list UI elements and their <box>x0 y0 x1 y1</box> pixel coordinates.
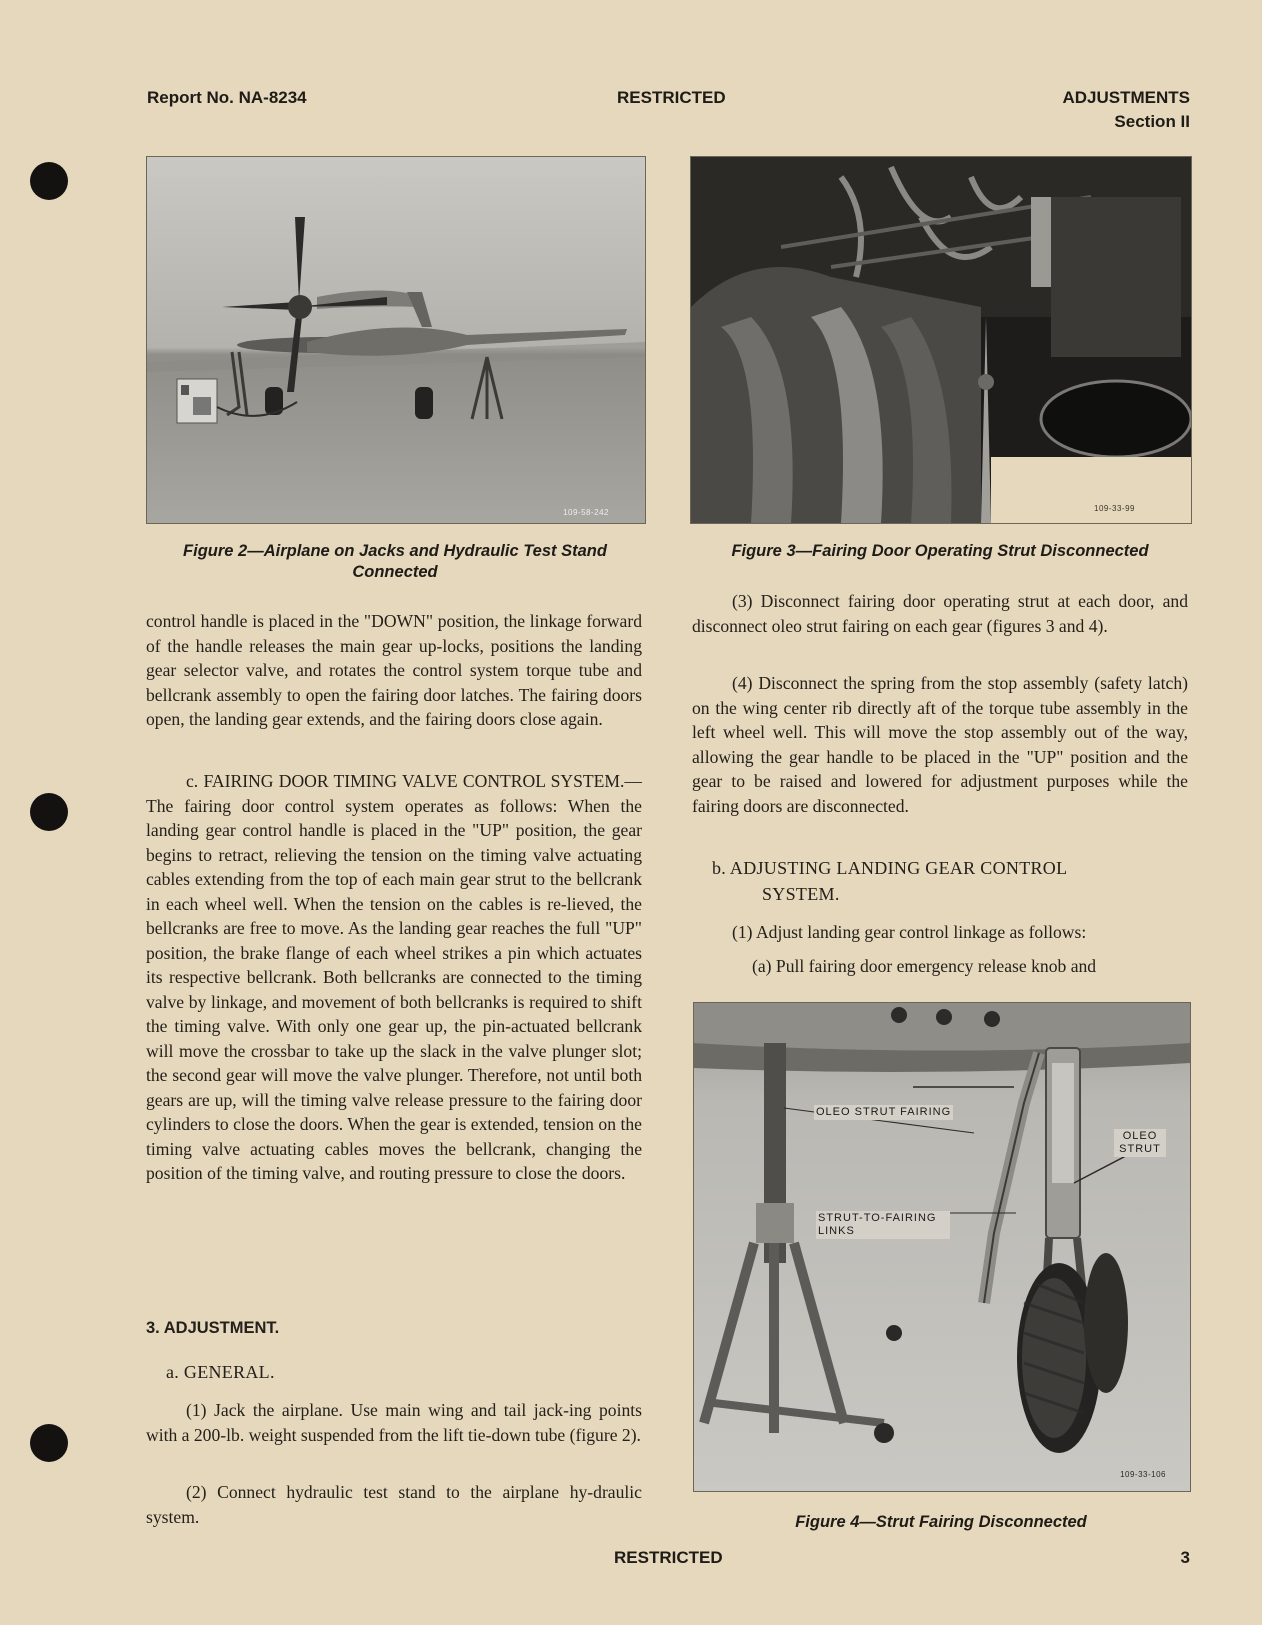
figure-3-caption: Figure 3—Fairing Door Operating Strut Disconnected <box>731 542 1149 560</box>
figure-2-number: 109-58-242 <box>563 508 609 517</box>
figure-2-photo <box>146 156 646 524</box>
step-4-paragraph: (4) Disconnect the spring from the stop assembly (safety latch) on the wing center rib directly aft of the torque tube assembly in the left wheel well. This will move the stop assembly out of the way, allowing the gear handle to be placed in the "UP" position and the gear to be raised and lowered for adjustment purposes while the fairing doors are disconnected. <box>692 673 1188 816</box>
step-2-paragraph: (2) Connect hydraulic test stand to the airplane hy-draulic system. <box>146 1482 642 1527</box>
figure-4-number: 109-33-106 <box>1120 1470 1166 1479</box>
figure-4-caption: Figure 4—Strut Fairing Disconnected <box>795 1513 1087 1531</box>
figure-3-photo <box>690 156 1192 524</box>
section-number: Section II <box>1114 112 1190 131</box>
figure-3-number: 109-33-99 <box>1094 504 1135 513</box>
page-number: 3 <box>1180 1548 1190 1567</box>
figure-2-caption: Figure 2—Airplane on Jacks and Hydraulic Test Stand Connected <box>183 542 607 581</box>
subheading-general: a. GENERAL. <box>166 1362 275 1382</box>
airplane-on-jacks-image <box>147 157 645 523</box>
step-1-paragraph: (1) Jack the airplane. Use main wing and tail jack-ing points with a 200-lb. weight suspended from the lift tie-down tube (figure 2). <box>146 1400 642 1445</box>
wheel-well-fairing-door-image <box>691 157 1191 523</box>
step-b1-paragraph: (1) Adjust landing gear control linkage as follows: <box>732 922 1087 942</box>
step-3-paragraph: (3) Disconnect fairing door operating strut at each door, and disconnect oleo strut fairing on each gear (figures 3 and 4). <box>692 591 1188 636</box>
subheading-adjusting-gear-cont: SYSTEM. <box>762 884 840 904</box>
report-number: Report No. NA-8234 <box>147 88 307 107</box>
body-paragraph: control handle is placed in the "DOWN" position, the linkage forward of the handle releases the main gear up-locks, positions the landing gear selector valve, and rotates the control system torque tube and bellcrank assembly to open the fairing door latches. The fairing doors open, the landing gear extends, and the fairing doors close again. <box>146 611 642 729</box>
header-classification: RESTRICTED <box>617 88 726 107</box>
callout-oleo-strut: OLEO STRUT <box>1114 1129 1166 1157</box>
strut-fairing-disconnected-image <box>694 1003 1190 1491</box>
callout-strut-to-fairing-links: STRUT-TO-FAIRING LINKS <box>816 1211 950 1239</box>
punch-hole <box>30 793 68 831</box>
footer-classification: RESTRICTED <box>614 1548 723 1567</box>
callout-oleo-strut-fairing: OLEO STRUT FAIRING <box>816 1106 952 1118</box>
subheading-adjusting-gear: b. ADJUSTING LANDING GEAR CONTROL <box>712 858 1068 878</box>
body-paragraph-timing-valve: c. FAIRING DOOR TIMING VALVE CONTROL SYSTEM.—The fairing door control system operates as follows: When the landing gear control handle is placed in the "UP" position, the gear begins to retract, relieving the tension on the timing valve actuating cables extending from the top of each main gear strut to the bellcrank in each wheel well. When the tension on the cables is re-lieved, the bellcranks are free to move. As the landing gear reaches the full "UP" position, the brake flange of each wheel strikes a pin which actuates its respective bellcrank. Both bellcranks are connected to the timing valve by linkage, and movement of both bellcranks is required to shift the timing valve. With only one gear up, the pin-actuated bellcrank will move the crossbar to take up the slack in the valve plunger slot; the second gear will move the valve plunger. Therefore, not until both gears are up, will the timing valve release pressure to the fairing door cylinders to close the doors. When the gear is extended, tension on the timing valve actuating cables moves the bellcrank, changing the position of the timing valve, and routing pressure to close the doors. <box>146 771 642 1183</box>
section-heading-adjustment: 3. ADJUSTMENT. <box>146 1319 280 1337</box>
section-title: ADJUSTMENTS <box>1062 88 1190 107</box>
punch-hole <box>30 162 68 200</box>
figure-4-photo <box>693 1002 1191 1492</box>
step-a-paragraph: (a) Pull fairing door emergency release knob and <box>752 956 1097 976</box>
punch-hole <box>30 1424 68 1462</box>
